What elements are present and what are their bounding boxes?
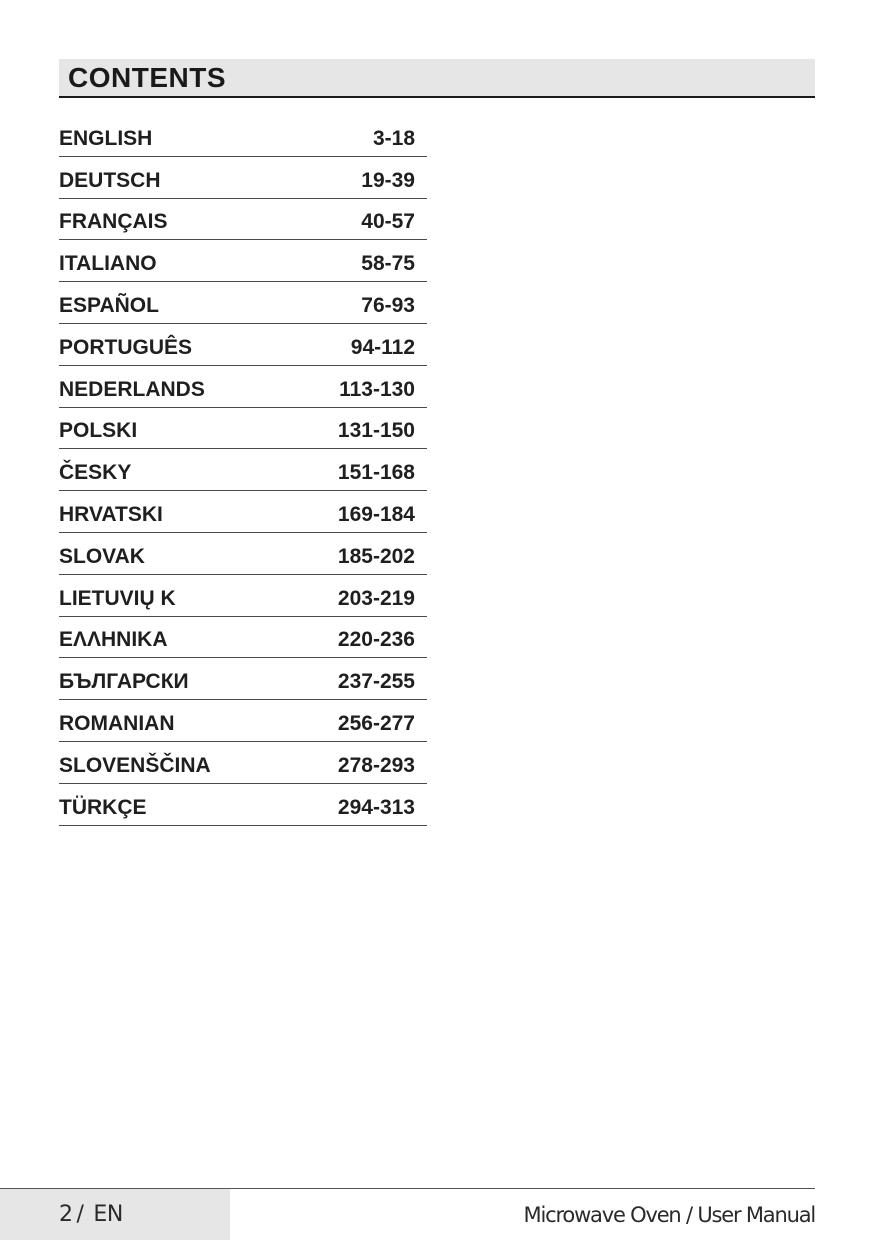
toc-row-deutsch[interactable] [59, 157, 427, 199]
toc-row-cesky[interactable] [59, 449, 427, 491]
toc-page-range: 131-150 [337, 419, 415, 443]
page-title: CONTENTS [68, 62, 226, 93]
toc-row-slovak[interactable] [59, 533, 427, 575]
toc-language: LIETUVIŲ K [59, 586, 176, 610]
toc-row-bulgarian[interactable] [59, 658, 427, 700]
toc-row-nederlands[interactable] [59, 366, 427, 408]
toc-page-range: 58-75 [361, 252, 415, 276]
toc-language: ENGLISH [59, 126, 153, 150]
toc-language: PORTUGUÊS [59, 335, 193, 359]
toc-row-greek[interactable] [59, 617, 427, 659]
toc-page-range: 237-255 [337, 670, 415, 694]
toc-row-english[interactable] [59, 115, 427, 157]
toc-language: SLOVAK [59, 544, 145, 568]
toc-page-range: 76-93 [361, 293, 415, 317]
toc-language: ESPAÑOL [59, 293, 159, 317]
toc-row-turkce[interactable] [59, 784, 427, 826]
toc-language: DEUTSCH [59, 168, 161, 192]
toc-row-francais[interactable] [59, 199, 427, 241]
toc-language: HRVATSKI [59, 502, 163, 526]
toc-language: SLOVENŠČINA [59, 753, 211, 777]
toc-page-range: 278-293 [337, 753, 415, 777]
toc-row-lietuviu[interactable] [59, 575, 427, 617]
contents-header [59, 59, 815, 98]
toc-page-range: 185-202 [337, 544, 415, 568]
toc-language: БЪЛГАРСКИ [59, 670, 189, 694]
toc-language: ČESKY [59, 461, 132, 485]
toc-language: TÜRKÇE [59, 795, 147, 819]
footer-page-label [59, 1201, 123, 1229]
toc-page-range: 19-39 [361, 168, 415, 192]
toc-page-range: 169-184 [337, 502, 415, 526]
toc-page-range: 256-277 [337, 711, 415, 735]
page-separator: / [76, 1202, 84, 1227]
table-of-contents [59, 115, 427, 826]
toc-page-range: 220-236 [337, 628, 415, 652]
document-title: Microwave Oven / User Manual [523, 1203, 815, 1227]
toc-language: NEDERLANDS [59, 377, 205, 401]
toc-row-slovenscina[interactable] [59, 742, 427, 784]
toc-language: POLSKI [59, 419, 138, 443]
toc-language: ITALIANO [59, 252, 157, 276]
toc-language: FRANÇAIS [59, 210, 168, 234]
toc-language: ROMANIAN [59, 711, 175, 735]
toc-page-range: 3-18 [372, 126, 415, 150]
toc-row-polski[interactable] [59, 408, 427, 450]
toc-page-range: 294-313 [337, 795, 415, 819]
toc-page-range: 113-130 [339, 377, 415, 401]
toc-language: ΕΛΛΗΝΙΚΑ [59, 628, 168, 652]
toc-row-hrvatski[interactable] [59, 491, 427, 533]
page-number: 2 [59, 1202, 73, 1227]
toc-row-portugues[interactable] [59, 324, 427, 366]
language-code: EN [93, 1202, 123, 1227]
toc-page-range: 151-168 [337, 461, 415, 485]
toc-page-range: 40-57 [361, 210, 415, 234]
toc-row-romanian[interactable] [59, 700, 427, 742]
toc-row-espanol[interactable] [59, 282, 427, 324]
toc-page-range: 203-219 [337, 586, 415, 610]
toc-page-range: 94-112 [350, 335, 415, 359]
toc-row-italiano[interactable] [59, 240, 427, 282]
